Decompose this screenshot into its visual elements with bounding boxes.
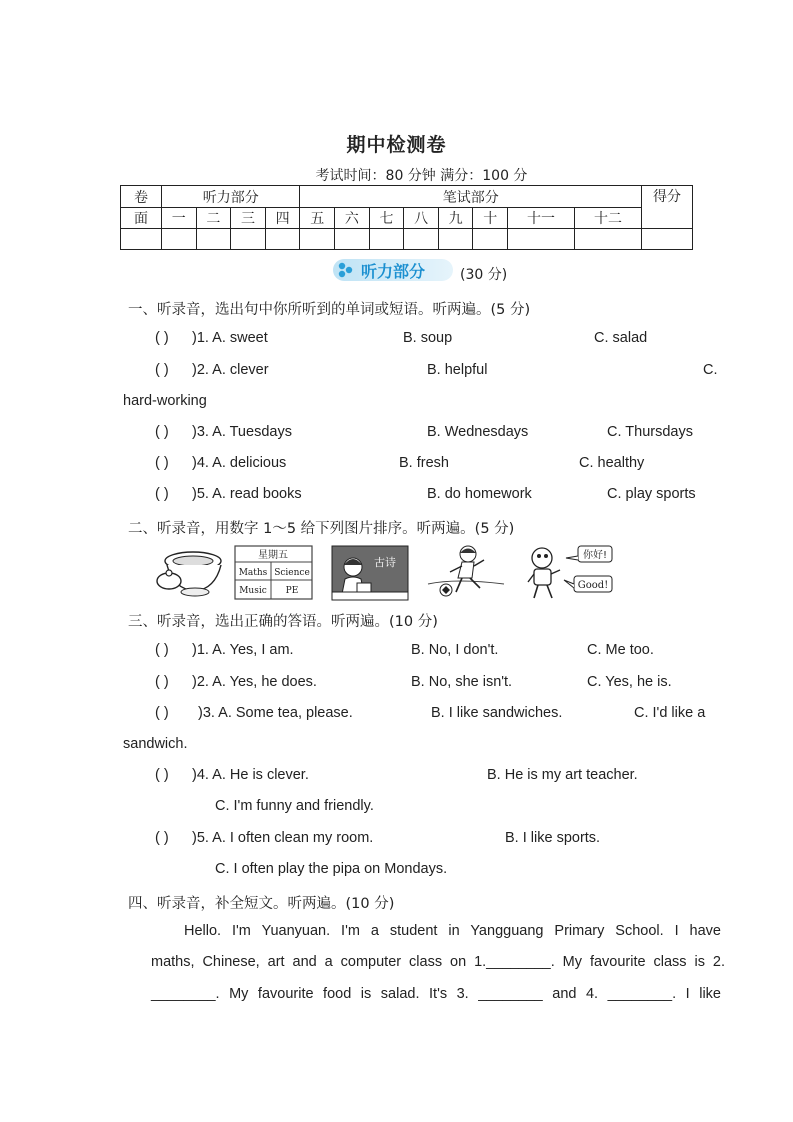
q4-option-a: )4. A. delicious bbox=[192, 455, 287, 471]
score-blank[interactable] bbox=[473, 229, 508, 250]
s3-q3-option-a: )3. A. Some tea, please. bbox=[198, 705, 353, 721]
score-blank[interactable] bbox=[265, 229, 300, 250]
score-blank[interactable] bbox=[196, 229, 231, 250]
section3-heading: 三、听录音，选出正确的答语。听两遍。(10 分) bbox=[128, 614, 438, 630]
dots-icon bbox=[337, 262, 355, 278]
part-cell: 二 bbox=[196, 208, 231, 229]
timetable-cell: PE bbox=[285, 586, 299, 596]
football-picture bbox=[426, 544, 506, 602]
section2-heading: 二、听录音，用数字 1～5 给下列图片排序。听两遍。(5 分) bbox=[128, 521, 515, 537]
s3-q4-option-b: B. He is my art teacher. bbox=[487, 767, 638, 783]
s3-q1-option-b: B. No, I don't. bbox=[411, 642, 499, 658]
speech-bubble-1: 你好! bbox=[582, 550, 608, 561]
s3-q4-option-a: )4. A. He is clever. bbox=[192, 767, 309, 783]
writing-part-header: 笔试部分 bbox=[300, 186, 642, 208]
s3-q5-option-b: B. I like sports. bbox=[505, 830, 601, 846]
page-title: 期中检测卷 bbox=[346, 134, 447, 156]
q5-option-a: )5. A. read books bbox=[192, 486, 302, 502]
part-cell: 四 bbox=[265, 208, 300, 229]
answer-paren[interactable]: ( ) bbox=[155, 362, 169, 378]
s3-q4-option-c: C. I'm funny and friendly. bbox=[215, 798, 374, 814]
score-blank[interactable] bbox=[404, 229, 439, 250]
q1-option-b: B. soup bbox=[403, 330, 453, 346]
score-header: 得分 bbox=[642, 186, 693, 229]
passage-line: Hello. I'm Yuanyuan. I'm a student in Yangguang Primary School. I have bbox=[184, 923, 721, 939]
s3-q2-option-b: B. No, she isn't. bbox=[411, 674, 513, 690]
speech-bubble-2: Good! bbox=[577, 580, 609, 591]
s3-q3-option-c: C. I'd like a bbox=[634, 705, 706, 721]
part-cell: 一 bbox=[162, 208, 197, 229]
answer-paren[interactable]: ( ) bbox=[155, 642, 169, 658]
section1-heading: 一、听录音，选出句中你所听到的单词或短语。听两遍。(5 分) bbox=[128, 302, 531, 318]
score-blank[interactable] bbox=[121, 229, 162, 250]
answer-paren[interactable]: ( ) bbox=[155, 424, 169, 440]
robot-picture bbox=[526, 544, 616, 602]
blackboard-picture bbox=[331, 545, 409, 601]
q3-option-b: B. Wednesdays bbox=[427, 424, 529, 440]
s3-q3-option-b: B. I like sandwiches. bbox=[431, 705, 563, 721]
score-blank[interactable] bbox=[162, 229, 197, 250]
s3-q1-option-c: C. Me too. bbox=[587, 642, 654, 658]
score-blank[interactable] bbox=[300, 229, 335, 250]
part-cell: 十二 bbox=[575, 208, 642, 229]
passage-line: maths, Chinese, art and a computer class on 1.________. My favourite class is 2. bbox=[151, 954, 725, 970]
q1-option-c: C. salad bbox=[594, 330, 648, 346]
timetable-picture bbox=[234, 545, 314, 601]
timetable-cell: Maths bbox=[238, 568, 268, 578]
part-cell: 八 bbox=[404, 208, 439, 229]
q2-option-a: )2. A. clever bbox=[192, 362, 269, 378]
s3-q2-option-c: C. Yes, he is. bbox=[587, 674, 672, 690]
q1-option-a: )1. A. sweet bbox=[192, 330, 268, 346]
score-table-corner-bottom: 面 bbox=[121, 208, 162, 229]
q3-option-a: )3. A. Tuesdays bbox=[192, 424, 292, 440]
score-table-corner-top: 卷 bbox=[121, 186, 162, 208]
part-cell: 十一 bbox=[508, 208, 575, 229]
timetable-cell: Science bbox=[274, 568, 310, 578]
score-blank[interactable] bbox=[508, 229, 575, 250]
score-blank[interactable] bbox=[335, 229, 370, 250]
s3-q1-option-a: )1. A. Yes, I am. bbox=[192, 642, 294, 658]
score-blank[interactable] bbox=[231, 229, 266, 250]
answer-paren[interactable]: ( ) bbox=[155, 767, 169, 783]
bowl-picture bbox=[153, 545, 225, 599]
s3-q2-option-a: )2. A. Yes, he does. bbox=[192, 674, 317, 690]
score-table bbox=[120, 185, 693, 250]
part-cell: 六 bbox=[335, 208, 370, 229]
q2-option-b: B. helpful bbox=[427, 362, 488, 378]
q2-option-c: C. bbox=[703, 362, 718, 378]
answer-paren[interactable]: ( ) bbox=[155, 330, 169, 346]
section4-heading: 四、听录音，补全短文。听两遍。(10 分) bbox=[128, 896, 395, 912]
q2-option-c-wrap: hard-working bbox=[123, 393, 207, 409]
q3-option-c: C. Thursdays bbox=[607, 424, 693, 440]
q4-option-b: B. fresh bbox=[399, 455, 449, 471]
score-blank[interactable] bbox=[369, 229, 404, 250]
part-cell: 十 bbox=[473, 208, 508, 229]
s3-q5-option-c: C. I often play the pipa on Mondays. bbox=[215, 861, 448, 877]
s3-q5-option-a: )5. A. I often clean my room. bbox=[192, 830, 374, 846]
part-cell: 三 bbox=[231, 208, 266, 229]
part-cell: 五 bbox=[300, 208, 335, 229]
answer-paren[interactable]: ( ) bbox=[155, 830, 169, 846]
score-blank[interactable] bbox=[438, 229, 473, 250]
blackboard-text: 古诗 bbox=[374, 556, 396, 569]
listening-points: (30 分) bbox=[460, 267, 508, 283]
listening-part-header: 听力部分 bbox=[162, 186, 300, 208]
answer-paren[interactable]: ( ) bbox=[155, 705, 169, 721]
part-cell: 九 bbox=[438, 208, 473, 229]
q5-option-c: C. play sports bbox=[607, 486, 696, 502]
exam-info: 考试时间：80 分钟 满分：100 分 bbox=[315, 168, 528, 184]
q5-option-b: B. do homework bbox=[427, 486, 532, 502]
q4-option-c: C. healthy bbox=[579, 455, 645, 471]
listening-badge-label: 听力部分 bbox=[361, 262, 426, 281]
passage-line: ________. My favourite food is salad. It's 3. ________ and 4. ________. I like bbox=[151, 986, 721, 1002]
timetable-cell: Music bbox=[239, 586, 267, 596]
answer-paren[interactable]: ( ) bbox=[155, 486, 169, 502]
answer-paren[interactable]: ( ) bbox=[155, 455, 169, 471]
s3-q3-option-c-wrap: sandwich. bbox=[123, 736, 188, 752]
timetable-day: 星期五 bbox=[258, 550, 288, 561]
score-blank[interactable] bbox=[575, 229, 642, 250]
answer-paren[interactable]: ( ) bbox=[155, 674, 169, 690]
part-cell: 七 bbox=[369, 208, 404, 229]
score-blank[interactable] bbox=[642, 229, 693, 250]
